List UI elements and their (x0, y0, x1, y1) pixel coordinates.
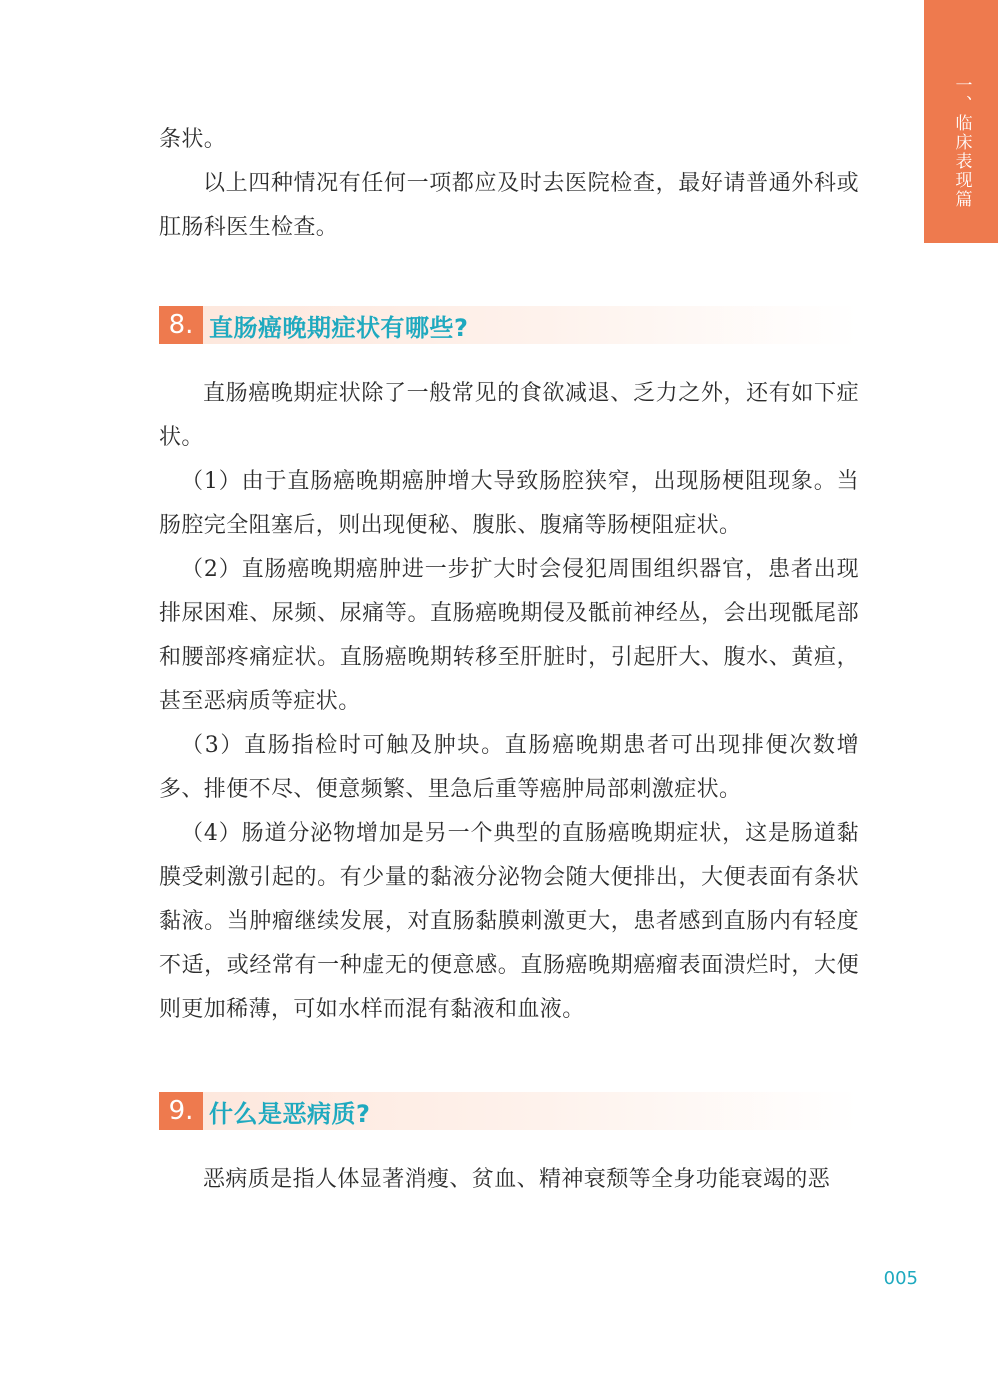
page-content (159, 118, 859, 1202)
section-8-item-3: （3）直肠指检时可触及肿块。直肠癌晚期患者可出现排便次数增多、排便不尽、便意频繁、里急后重等癌肿局部刺激症状。 (159, 733, 859, 802)
section-9-body (159, 1158, 859, 1202)
section-8-body (159, 372, 859, 1032)
section-9-intro: 恶病质是指人体显著消瘦、贫血、精神衰颓等全身功能衰竭的恶 (203, 1167, 831, 1192)
section-8-item-1: （1）由于直肠癌晚期癌肿增大导致肠腔狭窄，出现肠梗阻现象。当肠腔完全阻塞后，则出现便秘、腹胀、腹痛等肠梗阻症状。 (159, 469, 859, 538)
section-8-item-2: （2）直肠癌晚期癌肿进一步扩大时会侵犯周围组织器官，患者出现排尿困难、尿频、尿痛等。直肠癌晚期侵及骶前神经丛，会出现骶尾部和腰部疼痛症状。直肠癌晚期转移至肝脏时，引起肝大、腹水、黄疸，甚至恶病质等症状。 (159, 557, 859, 714)
section-9-number: 9. (159, 1092, 203, 1130)
page-number: 005 (883, 1268, 918, 1289)
chapter-side-tab (924, 0, 998, 243)
chapter-side-tab-label: 一、临床表现篇 (951, 76, 972, 209)
section-8-heading (159, 306, 859, 344)
paragraph-advice: 以上四种情况有任何一项都应及时去医院检查，最好请普通外科或肛肠科医生检查。 (159, 171, 859, 240)
section-8-title: 直肠癌晚期症状有哪些? (209, 313, 469, 342)
section-8-intro: 直肠癌晚期症状除了一般常见的食欲减退、乏力之外，还有如下症状。 (159, 381, 859, 450)
paragraph-continuation: 条状。 (159, 127, 227, 152)
section-9-heading (159, 1092, 859, 1130)
chapter-side-tab-text-wrap (924, 76, 998, 209)
section-8-item-4: （4）肠道分泌物增加是另一个典型的直肠癌晚期症状，这是肠道黏膜受刺激引起的。有少量的黏液分泌物会随大便排出，大便表面有条状黏液。当肿瘤继续发展，对直肠黏膜刺激更大，患者感到直肠内有轻度不适，或经常有一种虚无的便意感。直肠癌晚期癌瘤表面溃烂时，大便则更加稀薄，可如水样而混有黏液和血液。 (159, 821, 859, 1022)
section-8-number: 8. (159, 306, 203, 344)
section-9-title: 什么是恶病质? (209, 1099, 371, 1128)
